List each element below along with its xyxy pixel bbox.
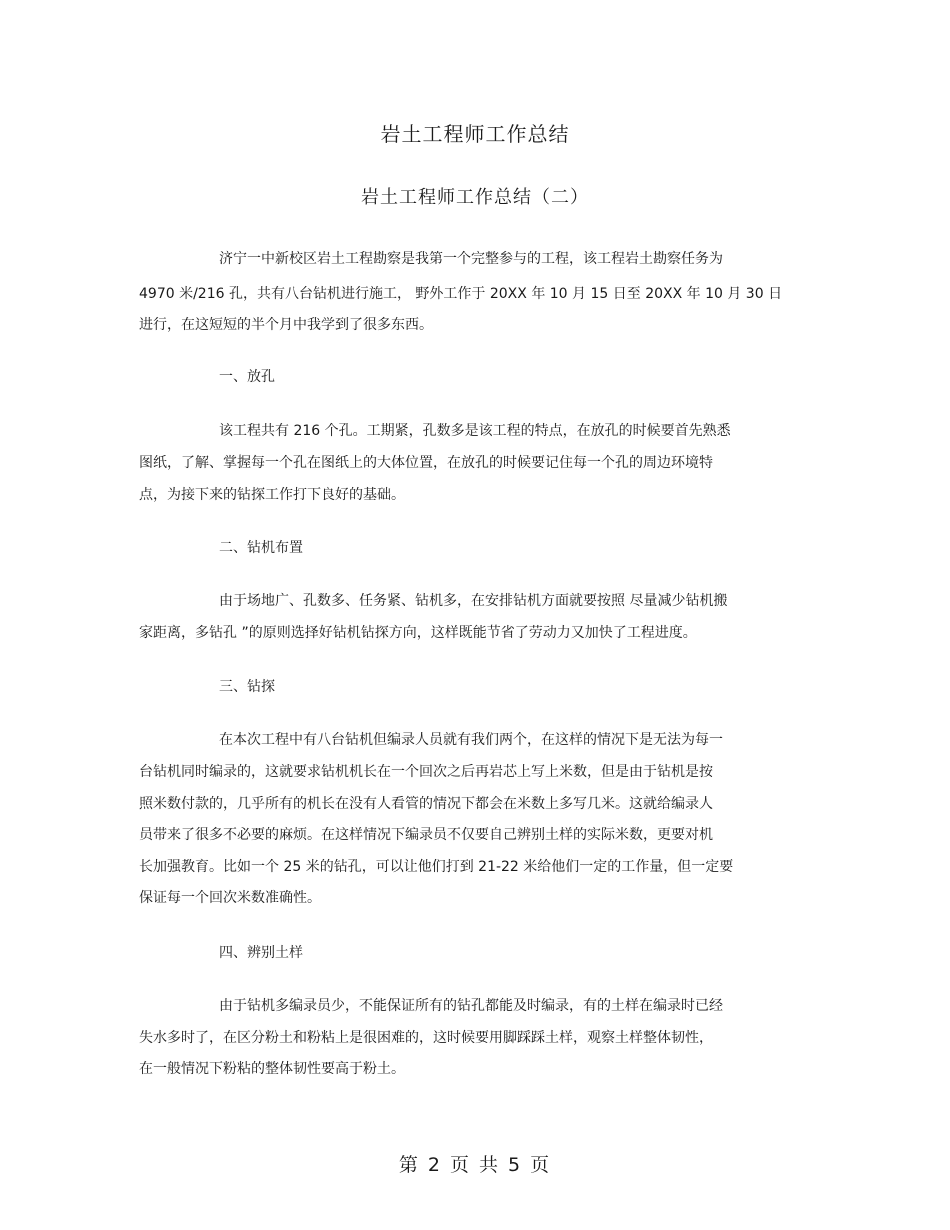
section-heading-2: 二、钻机布置 [219,540,303,556]
section1-line-3: 点，为接下来的钻探工作打下良好的基础。 [139,487,405,503]
page-number: 第 2 页 共 5 页 [398,1154,552,1176]
section1-line-2: 图纸，了解、掌握每一个孔在图纸上的大体位置，在放孔的时候要记住每一个孔的周边环境特 [139,455,713,471]
section2-line-1: 由于场地广、孔数多、任务紧、钻机多，在安排钻机方面就要按照 尽量减少钻机搬 [219,593,728,609]
intro-line-2: 4970 米/216 孔，共有八台钻机进行施工， 野外工作于 20XX 年 10 月 15 日至 20XX 年 10 月 30 日 [139,286,783,302]
intro-line-3: 进行，在这短短的半个月中我学到了很多东西。 [139,317,433,333]
section3-line-5: 长加强教育。比如一个 25 米的钻孔，可以让他们打到 21-22 米给他们一定的工作量，但一定要 [139,859,734,875]
document-subtitle: 岩土工程师工作总结（二） [361,187,589,208]
section3-line-2: 台钻机同时编录的，这就要求钻机机长在一个回次之后再岩芯上写上米数，但是由于钻机是按 [139,764,713,780]
intro-line-1: 济宁一中新校区岩土工程勘察是我第一个完整参与的工程，该工程岩土勘察任务为 [219,251,723,267]
section-heading-4: 四、辨别土样 [219,945,303,961]
section3-line-6: 保证每一个回次米数准确性。 [139,890,321,906]
section3-line-3: 照米数付款的，几乎所有的机长在没有人看管的情况下都会在米数上多写几米。这就给编录人 [139,796,713,812]
section4-line-1: 由于钻机多编录员少，不能保证所有的钻孔都能及时编录，有的土样在编录时已经 [219,998,723,1014]
section3-line-4: 员带来了很多不必要的麻烦。在这样情况下编录员不仅要自己辨别土样的实际米数，更要对机 [139,827,713,843]
section3-line-1: 在本次工程中有八台钻机但编录人员就有我们两个，在这样的情况下是无法为每一 [219,732,723,748]
section4-line-3: 在一般情况下粉粘的整体韧性要高于粉土。 [139,1061,405,1077]
section-heading-1: 一、放孔 [219,369,275,385]
section4-line-2: 失水多时了，在区分粉土和粉粘上是很困难的，这时候要用脚踩踩土样，观察土样整体韧性， [139,1030,713,1046]
section-heading-3: 三、钻探 [219,679,275,695]
document-title: 岩土工程师工作总结 [380,122,570,146]
section1-line-1: 该工程共有 216 个孔。工期紧，孔数多是该工程的特点，在放孔的时候要首先熟悉 [219,423,731,439]
section2-line-2: 家距离，多钻孔 ”的原则选择好钻机钻探方向，这样既能节省了劳动力又加快了工程进度。 [139,625,697,641]
